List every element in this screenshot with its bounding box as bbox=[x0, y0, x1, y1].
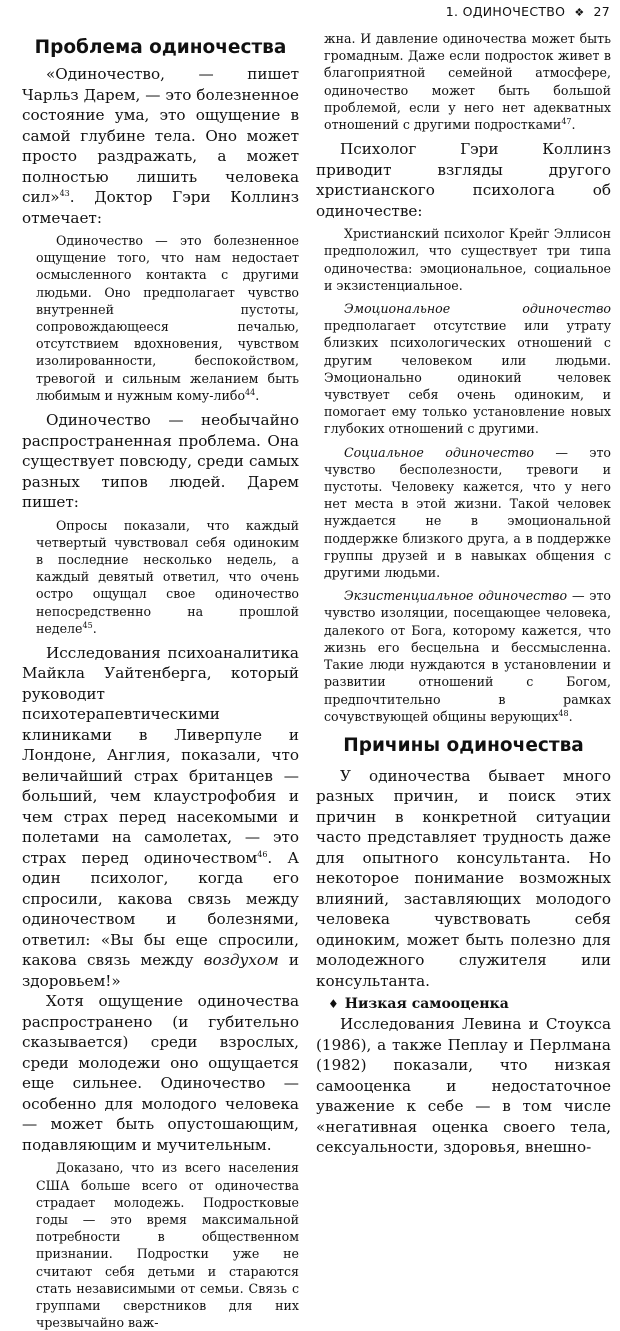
block-quote: Христианский психолог Крейг Эллисон предположил, что существует три типа одиночества: эмоциональное, социальное и экзистенциальное. bbox=[324, 226, 611, 293]
block-quote: Опросы показали, что каждый четвертый чувствовал себя одиноким в последние несколько недель, а каждый девятый ответил, что очень остро ощущал свое одиночество непосредственно на прошлой неделе$^{45}$. bbox=[36, 517, 299, 636]
paragraph: Одиночество — необычайно распространенная проблема. Она существует повсюду, среди самых разных типов людей. Дарем пишет: bbox=[22, 411, 299, 512]
block-quote: жна. И давление одиночества может быть громадным. Даже если подросток живет в благоприятной семейной атмосфере, одиночество может быть большой проблемой, если у него нет адекватных отношений с другими подростками$^{47}$. bbox=[324, 31, 611, 133]
paragraph: Исследования Левина и Стоукса (1986), а также Пеплау и Перлмана (1982) показали, что низкая самооценка и недостаточное уважение к себе — в том числе «негативная оценка своего тела, сексуальности, здоровья, внешно- bbox=[316, 1015, 611, 1157]
paragraph: Хотя ощущение одиночества распространено (и губительно сказывается) среди взрослых, среди молодежи оно ощущается еще сильнее. Одиночество — особенно для молодого человека — может быть опустошающим, подавляющим и мучительным. bbox=[22, 992, 299, 1154]
section-title: Причины одиночества bbox=[343, 734, 584, 756]
emphasis: Экзистенциальное одиночество bbox=[344, 588, 568, 604]
emphasis: Социальное одиночество bbox=[344, 444, 534, 460]
footnote-ref: 48 bbox=[558, 708, 569, 718]
running-header bbox=[20, 4, 610, 22]
paragraph: «Одиночество, — пишет Чарльз Дарем, — это болезненное состояние ума, это ощущение в самой глубине тела. Оно может просто раздражать, а может полностью лишить человека сил»$^{43}$. Доктор Гэри Коллинз отмечает: bbox=[22, 65, 299, 227]
chapter-title: 1. ОДИНОЧЕСТВО bbox=[445, 4, 566, 19]
left-column bbox=[22, 30, 299, 1331]
footnote-ref: 47 bbox=[561, 116, 572, 126]
paragraph: У одиночества бывает много разных причин, и поиск этих причин в конкретной ситуации часто представляет трудность даже для опытного консультанта. Но некоторое понимание возможных влияний, заставляющих молодого человека чувствовать себя одиноким, может быть полезно для молодежного служителя или консультанта. bbox=[316, 766, 611, 990]
emphasis: воздухом bbox=[203, 951, 279, 970]
block-quote: Эмоциональное одиночество предполагает отсутствие или утрату близких психологических отношений с другим человеком или людьми. Эмоционально одинокий человек чувствует себя очень одиноким, и помогает ему только установление новых глубоких отношений с другими. bbox=[324, 301, 611, 437]
block-quote: Социальное одиночество — это чувство бесполезности, тревоги и пустоты. Человеку кажется, что у него нет места в этой жизни. Такой человек нуждается не в эмоциональной поддержке близкого друга, а в поддержке группы друзей и в навыках общения с другими людьми. bbox=[324, 444, 611, 581]
footnote-ref: 45 bbox=[82, 620, 93, 630]
subheading: ♦ Низкая самооценка bbox=[328, 996, 509, 1013]
paragraph: Психолог Гэри Коллинз приводит взгляды другого христианского психолога об одиночестве: bbox=[316, 140, 611, 220]
emphasis: Эмоциональное одиночество bbox=[344, 301, 611, 317]
right-column bbox=[316, 30, 611, 1157]
footnote-ref: 44 bbox=[245, 387, 256, 397]
page-number: 27 bbox=[593, 4, 610, 19]
paragraph: Исследования психоаналитика Майкла Уайтенберга, который руководит психотерапевтическими клиниками в Ливерпуле и Лондоне, Англия, показали, что величайший страх британцев — больший, чем клаустрофобия и чем страх перед насекомыми и полетами на самолетах, — это страх перед одиночеством$^{46}$. А один психолог, когда его спросили, какова связь между одиночеством и болезнями, ответил: «Вы бы еще спросили, какова связь между воздухом и здоровьем!» bbox=[22, 643, 299, 990]
footnote-ref: 43 bbox=[59, 188, 70, 198]
diamond-bullet-icon: ♦ bbox=[328, 997, 339, 1012]
block-quote: Доказано, что из всего населения США больше всего от одиночества страдает молодежь. Подростковые годы — это время максимальной потребности в общественном признании. Подростки уже не считают себя детьми и стараются стать независимыми от семьи. Связь с группами сверстников для них чрезвычайно важ- bbox=[36, 1160, 299, 1331]
block-quote: Экзистенциальное одиночество — это чувство изоляции, посещающее человека, далекого от Бога, которому кажется, что жизнь его бесцельна и бессмысленна. Такие люди нуждаются в установлении и развитии отношений с Богом, предпочтительно в рамках сочувствующей общины верующих$^{48}$. bbox=[324, 588, 611, 724]
ornament-icon: ❖ bbox=[574, 6, 585, 19]
section-title: Проблема одиночества bbox=[34, 37, 287, 58]
footnote-ref: 46 bbox=[257, 849, 268, 859]
block-quote: Одиночество — это болезненное ощущение того, что нам недостает осмысленного контакта с другими людьми. Оно предполагает чувство внутренней пустоты, сопровождающееся печалью, отсутствием вдохновения, чувством изолированности, беспокойством, тревогой и сильным желанием быть любимым и нужным кому-либо$^{44}$. bbox=[36, 233, 299, 403]
